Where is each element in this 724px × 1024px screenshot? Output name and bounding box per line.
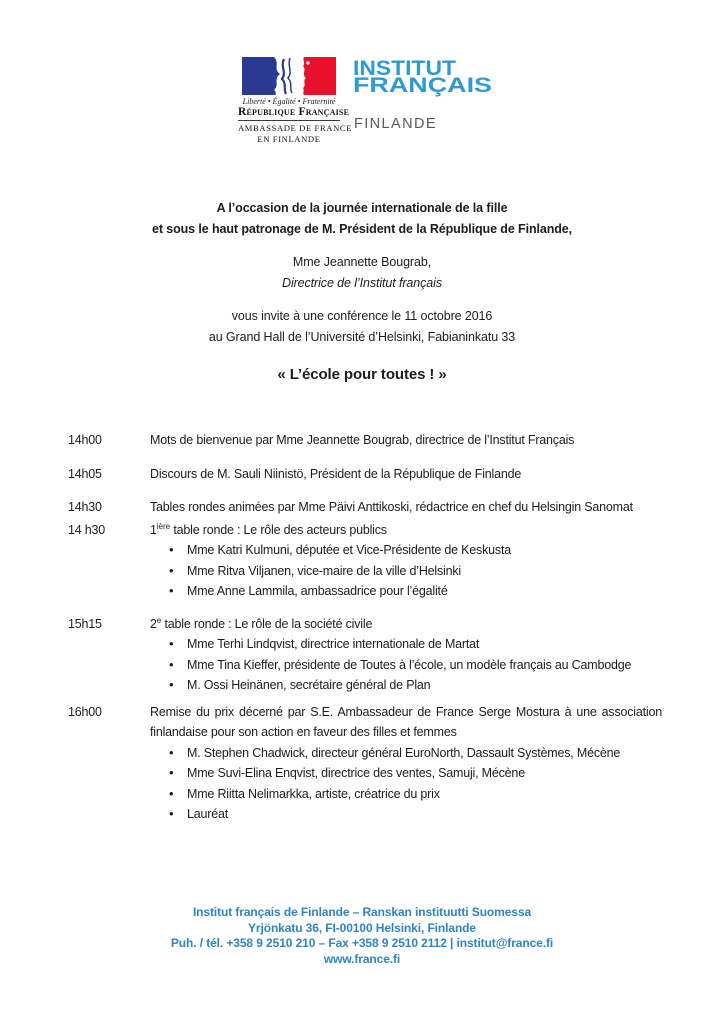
heading-number: 2 [150,616,157,631]
heading-number: 1 [150,522,157,537]
schedule-row-16h00 [68,702,662,825]
schedule-time: 14 h30 [68,522,106,537]
occasion-line2: et sous le haut patronage de M. Président de la République de Finlande, [151,221,573,236]
footer-website: www.france.fi [323,951,401,966]
schedule-time: 14h05 [68,466,102,481]
schedule-description [150,520,662,602]
speaker-item: • Mme Katri Kulmuni, députée et Vice-Présidente de Keskusta [150,540,662,561]
logo-word-francais: FRANÇAIS [353,73,492,97]
logo-divider [238,120,340,121]
speaker-item: • M. Stephen Chadwick, directeur général EuroNorth, Dassault Systèmes, Mécène [150,743,662,764]
ambassade-logo [238,57,353,144]
speaker-list [150,634,662,696]
heading-ordinal-suffix: ière [156,521,171,531]
speaker-item: • M. Ossi Heinänen, secrétaire général de Plan [150,675,662,696]
invite-line1: vous invite à une conférence le 11 octobre 2016 [231,309,493,323]
schedule-time: 15h15 [68,616,102,631]
occasion-paragraph [0,198,724,239]
occasion-line1: A l’occasion de la journée internationale de la fille [216,201,508,215]
speaker-list [150,540,662,602]
logo-word-finlande: FINLANDE [354,116,437,132]
institut-francais-logo [353,58,513,163]
speaker-item: • Mme Riitta Nelimarkka, artiste, créatrice du prix [150,784,662,805]
heading-text: table ronde : Le rôle des acteurs publics [170,522,387,537]
footer-address: Yrjönkatu 36, FI-00100 Helsinki, Finlande [248,920,476,935]
footer-phone-fax-email: Puh. / tél. +358 9 2510 210 – Fax +358 9 2510 2112 | institut@france.fi [170,936,554,950]
speaker-item: • Mme Suvi-Elina Enqvist, directrice des ventes, Samuji, Mécène [150,763,662,784]
schedule-row-table-ronde-1 [68,520,662,602]
schedule-description: Tables rondes animées par Mme Päivi Anttikoski, rédactrice en chef du Helsingin Sanomat [150,500,633,514]
host-paragraph [0,252,724,293]
intro-section [0,198,724,386]
footer-contact-block [0,905,724,967]
heading-ordinal-suffix: e [156,615,162,625]
speaker-item: • Lauréat [150,804,662,825]
marianne-flag-icon [242,57,336,95]
schedule-section [68,430,662,825]
invite-paragraph [0,306,724,347]
speaker-list [150,743,662,825]
host-title: Directrice de l’Institut français [282,275,442,290]
table-ronde-2-heading [150,614,662,635]
logo-republique-francaise: République Française [238,106,350,118]
speaker-item: • Mme Terhi Lindqvist, directrice internationale de Martat [150,634,662,655]
heading-text: table ronde : Le rôle de la société civile [161,616,373,631]
schedule-description [150,614,662,696]
footer-institute-name: Institut français de Finlande – Ranskan instituutti Suomessa [192,905,532,919]
speaker-item: • Mme Ritva Viljanen, vice-maire de la ville d’Helsinki [150,561,662,582]
invite-line2: au Grand Hall de l’Université d’Helsinki, Fabianinkatu 33 [208,329,516,344]
logo-ambassade-line2: EN FINLANDE [257,133,321,144]
schedule-row-14h30 [68,497,662,518]
schedule-row-14h05 [68,464,662,485]
speaker-item: • Mme Anne Lammila, ambassadrice pour l’égalité [150,581,662,602]
schedule-time: 14h00 [68,433,102,447]
logo-word-institut: INSTITUT [353,58,456,80]
institut-francais-wordmark-icon [353,58,513,158]
prize-paragraph: Remise du prix décerné par S.E. Ambassadeur de France Serge Mostura à une association finlandaise pour son action en faveur des filles et femmes [150,704,662,739]
schedule-time: 16h00 [68,704,102,719]
conference-title: « L’école pour toutes ! » [277,366,447,383]
schedule-description: Discours de M. Sauli Niinistö, Président de la République de Finlande [150,466,522,481]
schedule-description [150,702,662,825]
schedule-description: Mots de bienvenue par Mme Jeannette Bougrab, directrice de l’Institut Français [150,433,575,447]
logo-ambassade-line1: AMBASSADE DE FRANCE [238,123,353,133]
schedule-row-table-ronde-2 [68,614,662,696]
table-ronde-1-heading [150,520,662,541]
schedule-row-14h00 [68,430,662,451]
speaker-item: • Mme Tina Kieffer, présidente de Toutes à l’école, un modèle français au Cambodge [150,655,662,676]
host-name: Mme Jeannette Bougrab, [292,255,432,269]
logo-motto: Liberté • Égalité • Fraternité [242,97,336,106]
schedule-time: 14h30 [68,500,102,514]
